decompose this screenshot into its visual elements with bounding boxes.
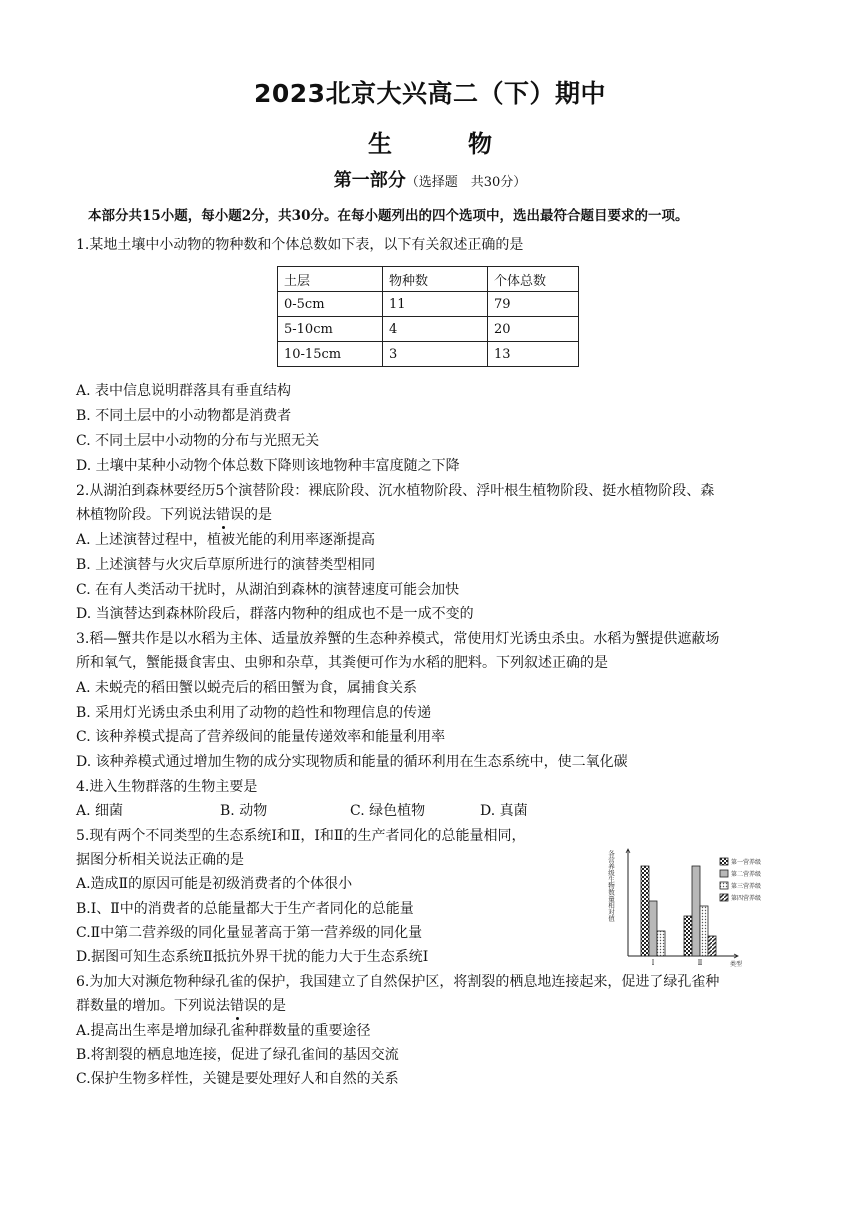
option-a: A.提高出生率是增加绿孔雀种群数量的重要途径 <box>76 1023 371 1039</box>
question-stem <box>76 995 286 1015</box>
option-d: D. 该种养模式通过增加生物的成分实现物质和能量的循环利用在生态系统中，使二氧化碳 <box>76 754 628 770</box>
option-c: C. 绿色植物 <box>350 803 426 819</box>
question-stem: 1.某地土壤中小动物的物种数和个体总数如下表，以下有关叙述正确的是 <box>76 237 524 253</box>
subject-char: 物 <box>468 130 492 158</box>
option-c: C.保护生物多样性，关键是要处理好人和自然的关系 <box>76 1071 399 1087</box>
table-cell: 79 <box>488 292 579 317</box>
option-c: C.Ⅱ中第二营养级的同化量显著高于第一营养级的同化量 <box>76 925 423 941</box>
bar-2-1 <box>649 901 657 956</box>
option-b: B. 不同土层中的小动物都是消费者 <box>76 408 292 424</box>
table-cell: 11 <box>383 292 488 317</box>
x-tick-label: Ⅱ <box>697 959 703 967</box>
bar-4-2 <box>708 936 716 956</box>
part-title: 第一部分 <box>333 170 406 191</box>
soil-animal-table <box>277 266 579 367</box>
legend-label: 第二营养级 <box>731 871 762 878</box>
exam-title: 2023北京大兴高二（下）期中 <box>253 79 607 108</box>
table-cell: 13 <box>488 342 579 367</box>
option-c: C. 不同土层中小动物的分布与光照无关 <box>76 433 320 449</box>
option-c: C. 在有人类活动干扰时，从湖泊到森林的演替速度可能会加快 <box>76 582 460 598</box>
subject-heading <box>0 124 860 159</box>
question-stem: 2.从湖泊到森林要经历5个演替阶段：裸底阶段、沉水植物阶段、浮叶根生植物阶段、挺水植物阶段、森 <box>76 483 715 499</box>
bar-1-1 <box>641 866 649 956</box>
question-stem: 4.进入生物群落的生物主要是 <box>76 779 258 795</box>
table-header-cell: 物种数 <box>383 267 488 292</box>
option-d: D.据图可知生态系统Ⅱ抵抗外界干扰的能力大于生态系统Ⅰ <box>76 949 429 965</box>
question-stem: 所和氧气，蟹能摄食害虫、虫卵和杂草，其粪便可作为水稻的肥料。下列叙述正确的是 <box>76 655 608 671</box>
option-a: A. 细菌 <box>76 803 124 819</box>
bar-1-2 <box>684 916 692 956</box>
option-b: B. 动物 <box>220 803 268 819</box>
option-d: D. 土壤中某种小动物个体总数下降则该地物种丰富度随之下降 <box>76 458 460 474</box>
part-heading <box>0 166 860 192</box>
option-b: B.将割裂的栖息地连接，促进了绿孔雀间的基因交流 <box>76 1047 399 1063</box>
x-tick-label: Ⅰ <box>651 959 655 967</box>
option-b: B. 上述演替与火灾后草原所进行的演替类型相同 <box>76 557 376 573</box>
option-a: A. 表中信息说明群落具有垂直结构 <box>76 383 292 399</box>
option-b: B.Ⅰ、Ⅱ中的消费者的总能量都大于生产者同化的总能量 <box>76 901 414 917</box>
option-row <box>76 800 556 820</box>
question-stem: 3.稻—蟹共作是以水稻为主体、适量放养蟹的生态种养模式，常使用灯光诱虫杀虫。水稻为蟹提供遮蔽场 <box>76 631 720 647</box>
instructions: 本部分共15小题，每小题2分，共30分。在每小题列出的四个选项中，选出最符合题目要求的一项。 <box>88 208 689 224</box>
table-cell: 5-10cm <box>278 317 383 342</box>
stem-text: 误的是 <box>230 507 272 523</box>
emphasis-char: 错 <box>230 995 244 1015</box>
table-header-cell: 土层 <box>278 267 383 292</box>
legend-swatch <box>720 882 728 889</box>
option-c: C. 该种养模式提高了营养级间的能量传递效率和能量利用率 <box>76 729 446 745</box>
x-axis-label: 类型 <box>729 961 742 968</box>
y-axis-label: 各营养级生物数量相对值 <box>607 850 615 922</box>
emphasis-char: 错 <box>216 504 230 524</box>
table-row <box>278 317 579 342</box>
option-a: A.造成Ⅱ的原因可能是初级消费者的个体很小 <box>76 876 353 892</box>
stem-text: 误的是 <box>244 998 286 1014</box>
question-stem: 据图分析相关说法正确的是 <box>76 852 244 868</box>
stem-text: 群数量的增加。下列说法 <box>76 998 230 1014</box>
subject-char: 生 <box>368 130 392 158</box>
table-header-row <box>278 267 579 292</box>
legend-label: 第三营养级 <box>731 883 762 890</box>
legend-swatch <box>720 858 728 865</box>
option-d: D. 真菌 <box>480 803 528 819</box>
table-cell: 20 <box>488 317 579 342</box>
trophic-level-bar-chart <box>608 846 780 970</box>
question-stem: 5.现有两个不同类型的生态系统Ⅰ和Ⅱ，Ⅰ和Ⅱ的生产者同化的总能量相同， <box>76 828 526 844</box>
question-stem <box>76 504 272 524</box>
table-cell: 4 <box>383 317 488 342</box>
option-a: A. 未蜕壳的稻田蟹以蜕壳后的稻田蟹为食，属捕食关系 <box>76 680 418 696</box>
legend-label: 第四营养级 <box>731 895 762 902</box>
legend-swatch <box>720 870 728 877</box>
bar-3-2 <box>700 906 708 956</box>
option-d: D. 当演替达到森林阶段后，群落内物种的组成也不是一成不变的 <box>76 606 474 622</box>
part-note: （选择题 共30分） <box>405 175 527 190</box>
option-b: B. 采用灯光诱虫杀虫利用了动物的趋性和物理信息的传递 <box>76 705 432 721</box>
question-stem: 6.为加大对濒危物种绿孔雀的保护，我国建立了自然保护区，将割裂的栖息地连接起来，促进了绿孔雀种 <box>76 974 720 990</box>
legend-swatch <box>720 894 728 901</box>
table-cell: 0-5cm <box>278 292 383 317</box>
table-row <box>278 342 579 367</box>
table-header-cell: 个体总数 <box>488 267 579 292</box>
bar-3-1 <box>657 931 665 956</box>
stem-text: 林植物阶段。下列说法 <box>76 507 216 523</box>
bar-2-2 <box>692 866 700 956</box>
table-cell: 10-15cm <box>278 342 383 367</box>
legend-label: 第一营养级 <box>731 859 762 866</box>
table-row <box>278 292 579 317</box>
table-cell: 3 <box>383 342 488 367</box>
option-a: A. 上述演替过程中，植被光能的利用率逐渐提高 <box>76 532 376 548</box>
